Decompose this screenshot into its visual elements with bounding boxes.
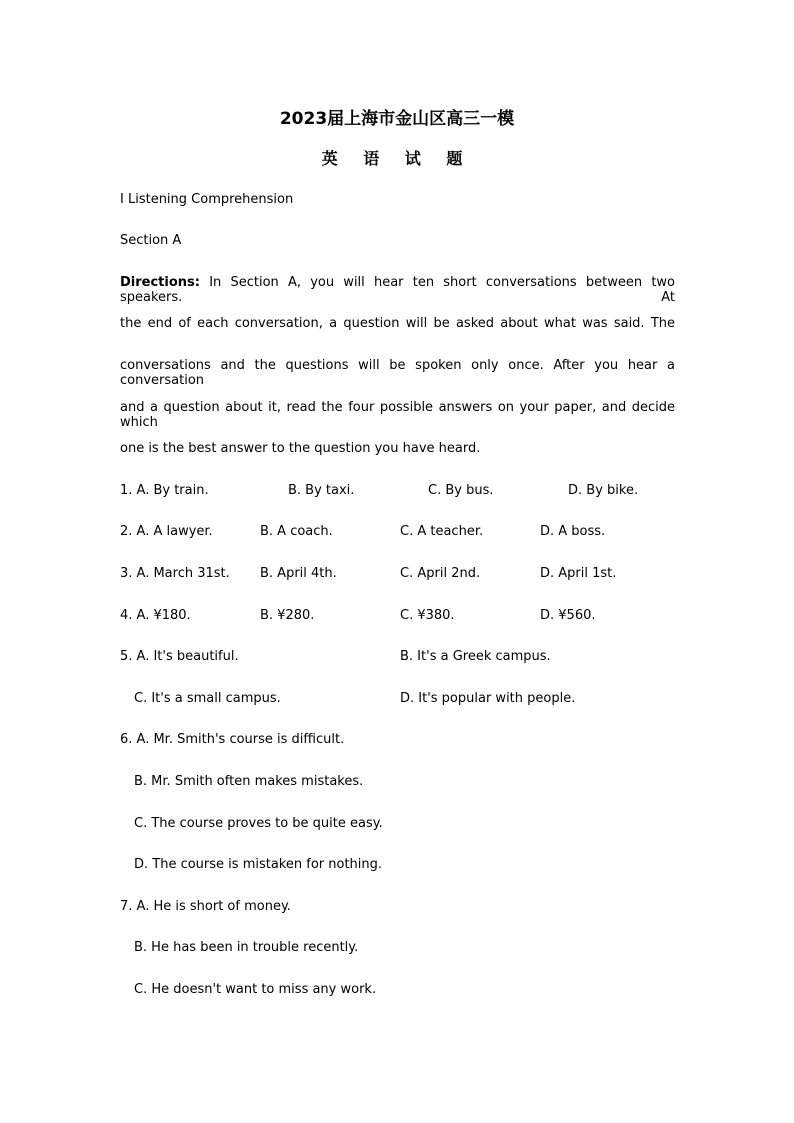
q6-option-d: D. The course is mistaken for nothing.: [134, 857, 383, 872]
q5-option-b: B. It's a Greek campus.: [400, 649, 551, 664]
q4-option-b: B. ¥280.: [260, 608, 315, 623]
exam-subtitle: 英 语 试 题: [321, 149, 473, 168]
q7-option-c: C. He doesn't want to miss any work.: [134, 982, 377, 997]
q7-option-a: 7. A. He is short of money.: [120, 899, 291, 914]
q6-option-a: 6. A. Mr. Smith's course is difficult.: [120, 732, 345, 747]
part-heading: I Listening Comprehension: [120, 192, 294, 207]
q4-option-c: C. ¥380.: [400, 608, 455, 623]
q3-option-c: C. April 2nd.: [400, 566, 481, 581]
q4-option-a: 4. A. ¥180.: [120, 608, 191, 623]
q3-option-d: D. April 1st.: [540, 566, 617, 581]
directions-line-5: one is the best answer to the question you have heard.: [120, 441, 481, 456]
q2-option-b: B. A coach.: [260, 524, 333, 539]
directions-label: Directions:: [120, 275, 200, 290]
q2-option-c: C. A teacher.: [400, 524, 484, 539]
directions-line-3: conversations and the questions will be spoken only once. After you hear a conversation: [120, 358, 675, 388]
q7-option-b: B. He has been in trouble recently.: [134, 940, 359, 955]
q1-option-b: B. By taxi.: [288, 483, 355, 498]
q3-option-b: B. April 4th.: [260, 566, 337, 581]
q1-option-a: 1. A. By train.: [120, 483, 209, 498]
exam-title: 2023届上海市金山区高三一模: [279, 109, 515, 129]
section-heading: Section A: [120, 233, 182, 248]
q1-option-d: D. By bike.: [568, 483, 639, 498]
q2-option-a: 2. A. A lawyer.: [120, 524, 213, 539]
q5-option-d: D. It's popular with people.: [400, 691, 576, 706]
q3-option-a: 3. A. March 31st.: [120, 566, 230, 581]
directions-line-2: the end of each conversation, a question will be asked about what was said. The: [120, 316, 675, 331]
directions-line-4: and a question about it, read the four possible answers on your paper, and decide which: [120, 400, 675, 430]
q1-option-c: C. By bus.: [428, 483, 494, 498]
directions-line-1: [120, 275, 675, 305]
q5-option-c: C. It's a small campus.: [134, 691, 281, 706]
q5-option-a: 5. A. It's beautiful.: [120, 649, 239, 664]
q6-option-b: B. Mr. Smith often makes mistakes.: [134, 774, 364, 789]
q6-option-c: C. The course proves to be quite easy.: [134, 816, 383, 831]
directions-text-1: In Section A, you will hear ten short conversations between two speakers. At: [120, 275, 675, 305]
q2-option-d: D. A boss.: [540, 524, 606, 539]
q4-option-d: D. ¥560.: [540, 608, 596, 623]
